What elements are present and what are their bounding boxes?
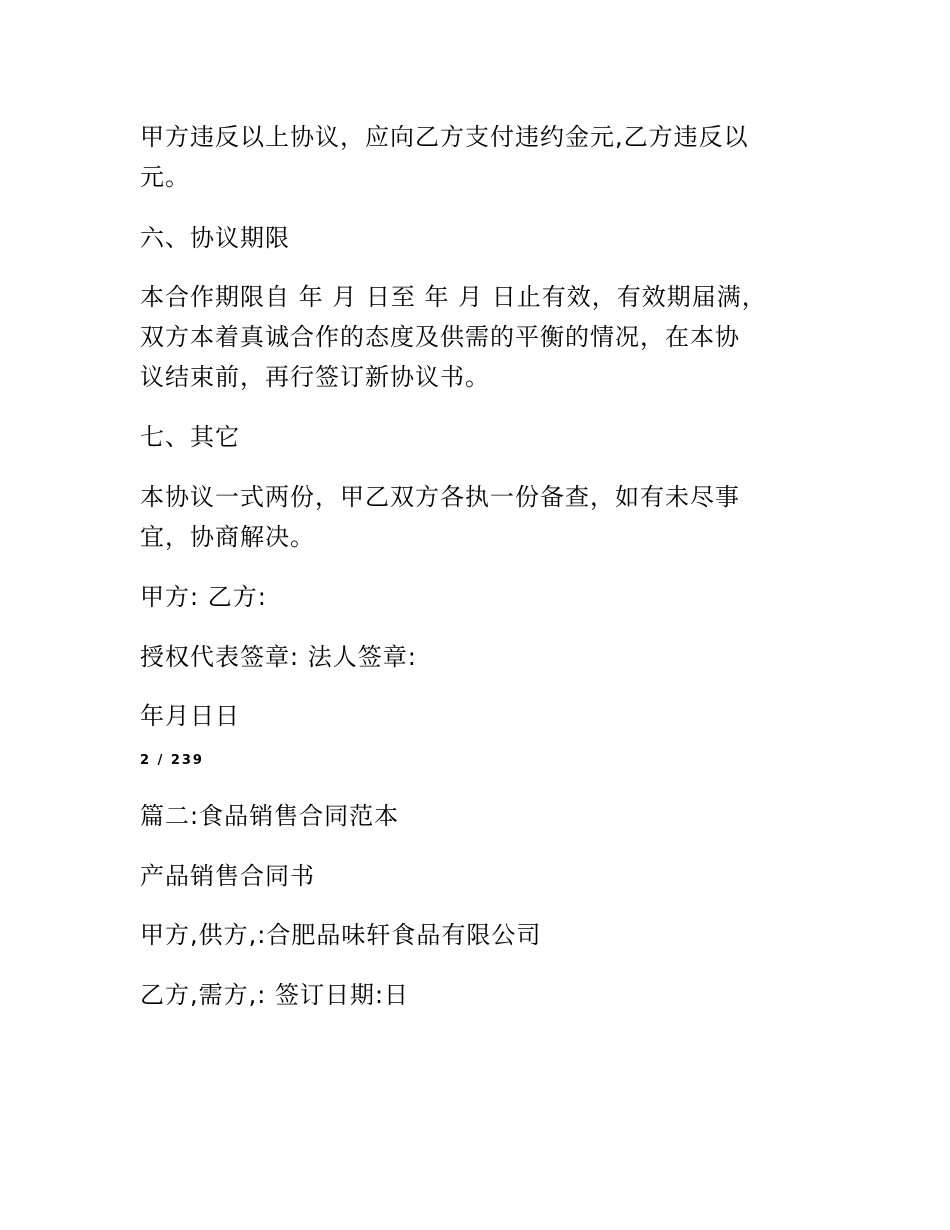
text-line: 六、协议期限 [140, 224, 290, 252]
term-paragraph [140, 277, 820, 397]
text-line: 本协议一式两份，甲乙双方各执一份备查，如有未尽事 [140, 483, 740, 511]
text-line: 双方本着真诚合作的态度及供需的平衡的情况，在本协 [140, 323, 740, 351]
section-heading-term [140, 218, 820, 258]
text-line: 篇二:食品销售合同范本 [140, 802, 400, 830]
copies-paragraph [140, 477, 820, 557]
text-line: 甲方,供方,:合肥品味轩食品有限公司 [140, 921, 542, 949]
text-line: 本合作期限自 年 月 日至 年 月 日止有效，有效期届满， [140, 283, 767, 311]
text-line: 宜，协商解决。 [140, 523, 315, 551]
parties-signature-line [140, 577, 820, 617]
penalty-clause-paragraph [140, 117, 820, 197]
date-line [140, 696, 820, 736]
party-b-line [140, 975, 820, 1015]
text-line: 产品销售合同书 [140, 862, 315, 890]
text-line: 七、其它 [140, 423, 240, 451]
page-number: 2 / 239 [140, 753, 204, 768]
representative-signature-line [140, 637, 820, 677]
text-line: 授权代表签章: 法人签章: [140, 643, 417, 671]
chapter-heading [140, 796, 820, 836]
text-line: 甲方违反以上协议，应向乙方支付违约金元,乙方违反以 [140, 123, 749, 151]
text-line: 年月日日 [140, 702, 240, 730]
text-line: 乙方,需方,: 签订日期:日 [140, 981, 410, 1009]
party-a-line [140, 915, 820, 955]
text-line: 甲方: 乙方: [140, 583, 267, 611]
text-line: 议结束前，再行签订新协议书。 [140, 363, 490, 391]
section-heading-other [140, 417, 820, 457]
contract-title [140, 856, 820, 896]
text-line: 元。 [140, 163, 190, 191]
